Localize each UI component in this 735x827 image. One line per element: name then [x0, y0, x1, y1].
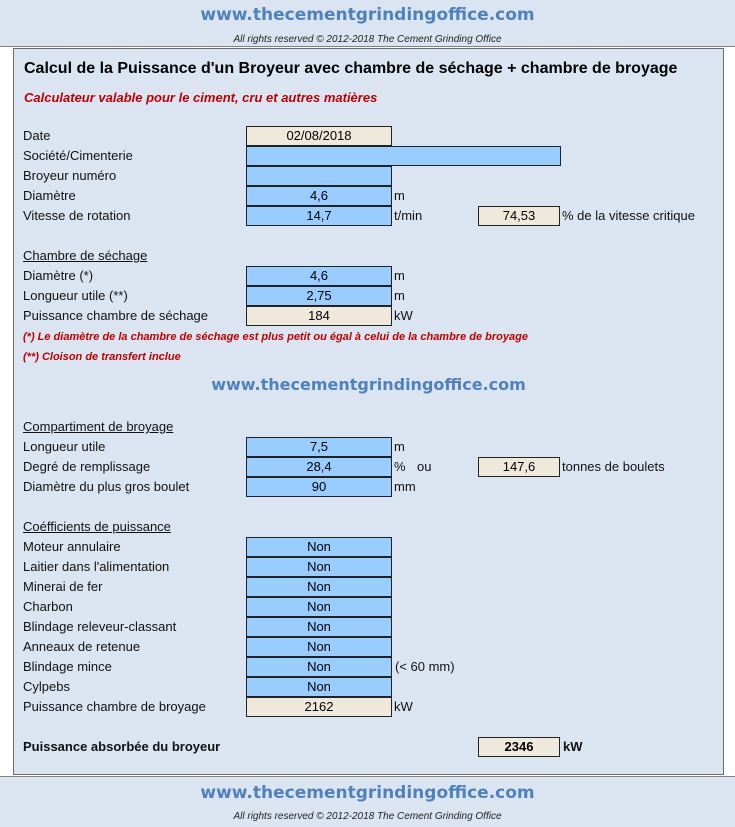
- ball-charge-value: 147,6: [478, 457, 560, 477]
- coef-select-slag[interactable]: Non: [246, 557, 392, 577]
- grinding-section-title: Compartiment de broyage: [23, 419, 174, 434]
- filling-label: Degré de remplissage: [23, 459, 151, 474]
- coef-select-classifying-liner[interactable]: Non: [246, 617, 392, 637]
- coef-select-coal[interactable]: Non: [246, 597, 392, 617]
- date-label: Date: [23, 128, 51, 143]
- coefficients-section-title: Coéfficients de puissance: [23, 519, 171, 534]
- drying-section-title: Chambre de séchage: [23, 248, 148, 263]
- or-label: ou: [417, 459, 432, 474]
- mill-number-label: Broyeur numéro: [23, 168, 117, 183]
- diameter-field[interactable]: 4,6: [246, 186, 392, 206]
- drying-length-field[interactable]: 2,75: [246, 286, 392, 306]
- critical-speed-value: 74,53: [478, 206, 560, 226]
- speed-label: Vitesse de rotation: [23, 208, 131, 223]
- filling-field[interactable]: 28,4: [246, 457, 392, 477]
- footer-banner: [0, 776, 735, 827]
- coef-select-retaining-rings[interactable]: Non: [246, 637, 392, 657]
- drying-diameter-label: Diamètre (*): [23, 268, 94, 283]
- grinding-power-unit: kW: [394, 699, 413, 714]
- drying-diameter-field[interactable]: 4,6: [246, 266, 392, 286]
- mill-number-field[interactable]: [246, 166, 392, 186]
- drying-length-unit: m: [394, 288, 405, 303]
- total-power-unit: kW: [563, 739, 583, 754]
- max-ball-unit: mm: [394, 479, 416, 494]
- calculator-panel: [13, 48, 724, 775]
- filling-unit: %: [394, 459, 406, 474]
- coef-select-thin-liner[interactable]: Non: [246, 657, 392, 677]
- footer-copyright-text: All rights reserved © 2012-2018 The Cement Grinding Office: [233, 811, 502, 822]
- coef-label-iron-ore: Minerai de fer: [23, 579, 103, 594]
- drying-power-label: Puissance chambre de séchage: [23, 308, 209, 323]
- mid-site-link[interactable]: www.thecementgrindingoffice.com: [211, 375, 526, 394]
- footer-site-link[interactable]: www.thecementgrindingoffice.com: [200, 783, 535, 803]
- copyright-text: All rights reserved © 2012-2018 The Cement Grinding Office: [233, 34, 502, 45]
- thin-liner-note: (< 60 mm): [395, 659, 455, 674]
- diameter-label: Diamètre: [23, 188, 76, 203]
- coef-select-iron-ore[interactable]: Non: [246, 577, 392, 597]
- date-field[interactable]: 02/08/2018: [246, 126, 392, 146]
- page-title: Calcul de la Puissance d'un Broyeur avec chambre de séchage + chambre de broyage: [24, 60, 678, 77]
- coef-label-ring-motor: Moteur annulaire: [23, 539, 121, 554]
- grinding-length-unit: m: [394, 439, 405, 454]
- speed-unit: t/min: [394, 208, 423, 223]
- drying-diameter-unit: m: [394, 268, 405, 283]
- coef-label-slag: Laitier dans l'alimentation: [23, 559, 170, 574]
- total-power-label: Puissance absorbée du broyeur: [23, 739, 221, 754]
- diameter-unit: m: [394, 188, 405, 203]
- grinding-power-label: Puissance chambre de broyage: [23, 699, 206, 714]
- drying-power-unit: kW: [394, 308, 413, 323]
- grinding-length-label: Longueur utile: [23, 439, 106, 454]
- coef-select-ring-motor[interactable]: Non: [246, 537, 392, 557]
- grinding-length-field[interactable]: 7,5: [246, 437, 392, 457]
- coef-label-thin-liner: Blindage mince: [23, 659, 112, 674]
- drying-note-partition: (**) Cloison de transfert inclue: [23, 351, 181, 363]
- company-field[interactable]: [246, 146, 561, 166]
- site-link[interactable]: www.thecementgrindingoffice.com: [200, 5, 535, 25]
- drying-note-diameter: (*) Le diamètre de la chambre de séchage est plus petit ou égal à celui de la chambre de broyage: [23, 331, 528, 343]
- max-ball-label: Diamètre du plus gros boulet: [23, 479, 190, 494]
- coef-label-coal: Charbon: [23, 599, 73, 614]
- header-banner: [0, 0, 735, 47]
- company-label: Société/Cimenterie: [23, 148, 133, 163]
- critical-speed-label: % de la vitesse critique: [562, 208, 695, 223]
- coef-label-cylpebs: Cylpebs: [23, 679, 70, 694]
- max-ball-field[interactable]: 90: [246, 477, 392, 497]
- coef-label-retaining-rings: Anneaux de retenue: [23, 639, 141, 654]
- drying-length-label: Longueur utile (**): [23, 288, 128, 303]
- drying-power-value: 184: [246, 306, 392, 326]
- coef-select-cylpebs[interactable]: Non: [246, 677, 392, 697]
- grinding-power-value: 2162: [246, 697, 392, 717]
- ball-charge-label: tonnes de boulets: [562, 459, 665, 474]
- total-power-value: 2346: [478, 737, 560, 757]
- speed-field[interactable]: 14,7: [246, 206, 392, 226]
- coef-label-classifying-liner: Blindage releveur-classant: [23, 619, 177, 634]
- page-subtitle: Calculateur valable pour le ciment, cru et autres matières: [24, 90, 378, 105]
